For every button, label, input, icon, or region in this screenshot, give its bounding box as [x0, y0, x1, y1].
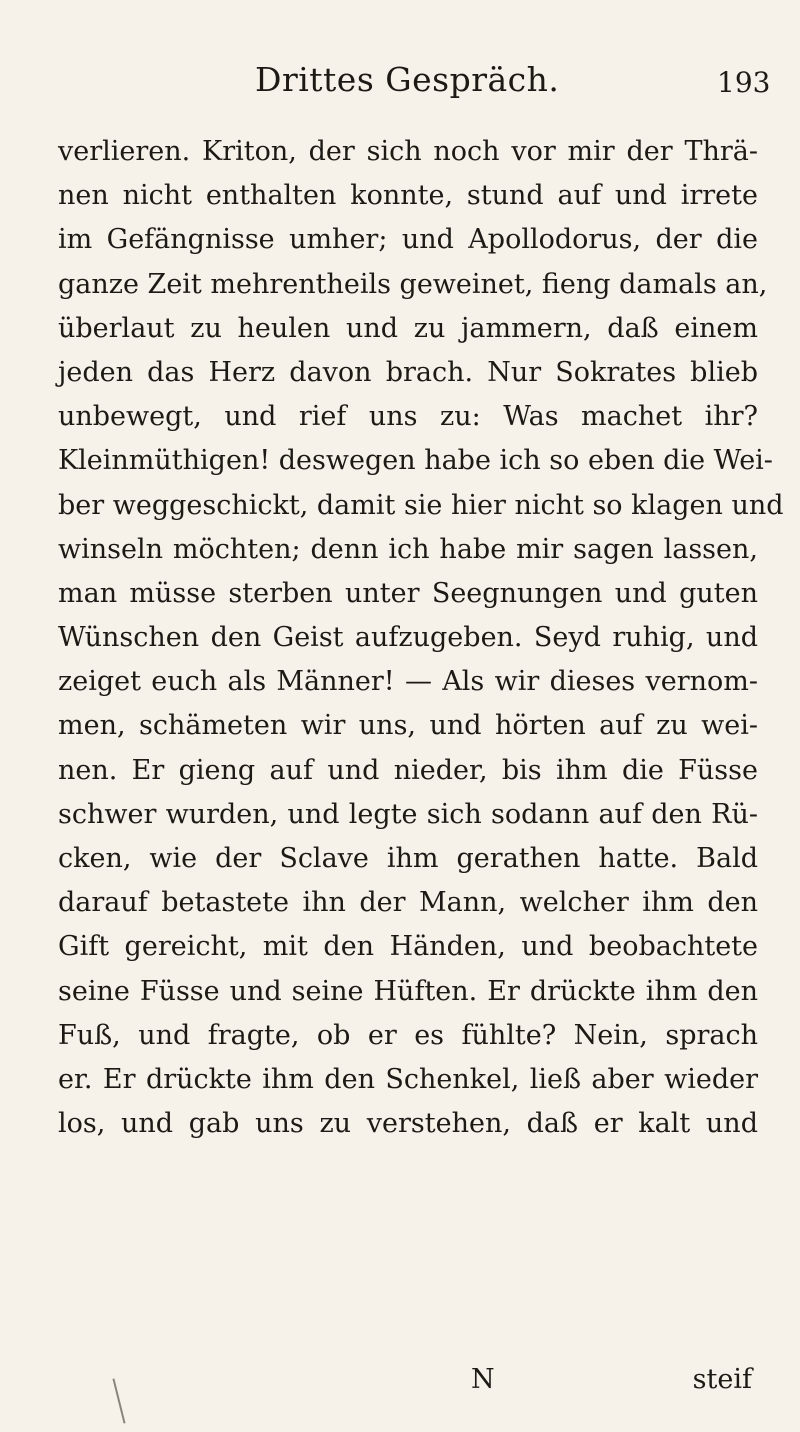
text-line: nen nicht enthalten konnte, stund auf und irrete — [58, 180, 758, 212]
text-line: Kleinmüthigen! deswegen habe ich so eben die Wei- — [58, 445, 773, 477]
text-line: Gift gereicht, mit den Händen, und beobachtete — [58, 931, 758, 963]
text-line: ganze Zeit mehrentheils geweinet, fieng damals an, — [58, 268, 768, 300]
text-line: cken, wie der Sclave ihm gerathen hatte. Bald — [58, 843, 758, 874]
text-line: Wünschen den Geist aufzugeben. Seyd ruhig, und — [58, 622, 758, 654]
text-line: los, und gab uns zu verstehen, daß er kalt und — [58, 1108, 758, 1140]
text-line: unbewegt, und rief uns zu: Was machet ihr? — [58, 401, 758, 433]
text-line: überlaut zu heulen und zu jammern, daß einem — [58, 312, 758, 344]
text-line: verlieren. Kriton, der sich noch vor mir der Thrä- — [58, 136, 758, 167]
text-line: seine Füsse und seine Hüften. Er drückte ihm den — [58, 975, 758, 1007]
running-title: Drittes Gespräch. — [255, 60, 560, 99]
text-line: winseln möchten; denn ich habe mir sagen lassen, — [58, 533, 758, 565]
text-line: im Gefängnisse umher; und Apollodorus, der die — [58, 224, 758, 256]
catchword: steif — [692, 1364, 752, 1395]
text-line: darauf betastete ihn der Mann, welcher ihm den — [58, 887, 758, 919]
text-line: men, schämeten wir uns, und hörten auf zu wei- — [58, 710, 758, 742]
page-footer — [58, 1358, 758, 1402]
text-line: zeiget euch als Männer! — Als wir dieses vernom- — [58, 666, 758, 698]
running-head — [0, 60, 800, 110]
text-line: Fuß, und fragte, ob er es fühlte? Nein, sprach — [58, 1019, 758, 1051]
page-number: 193 — [717, 66, 771, 99]
text-line: man müsse sterben unter Seegnungen und guten — [58, 577, 758, 609]
text-line: er. Er drückte ihm den Schenkel, ließ aber wieder — [58, 1063, 758, 1095]
text-line: nen. Er gieng auf und nieder, bis ihm die Füsse — [58, 754, 758, 786]
text-line: jeden das Herz davon brach. Nur Sokrates blieb — [58, 356, 758, 388]
text-line: ber weggeschickt, damit sie hier nicht so klagen und — [58, 489, 784, 521]
text-line: schwer wurden, und legte sich sodann auf den Rü- — [58, 798, 758, 830]
body-text — [58, 130, 784, 1146]
signature-mark: N — [471, 1364, 495, 1395]
